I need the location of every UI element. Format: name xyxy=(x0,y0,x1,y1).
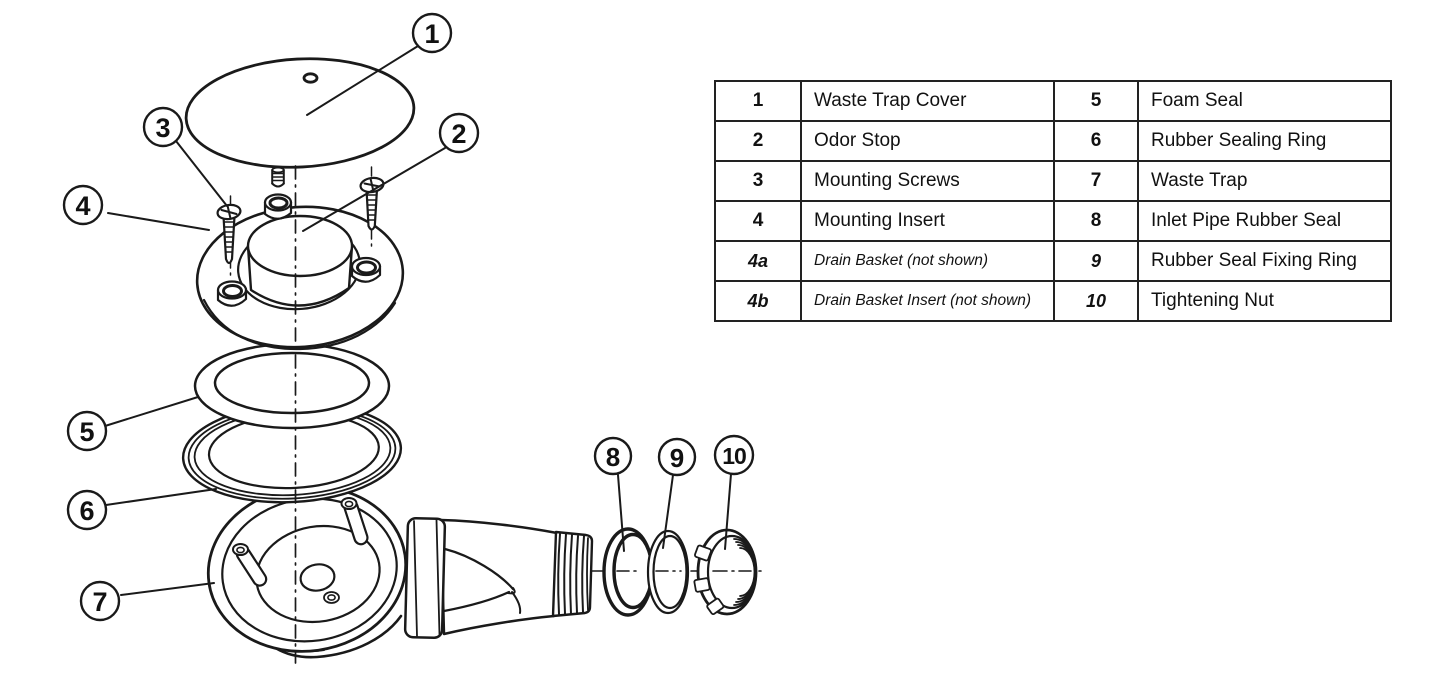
part-no-cell: 4b xyxy=(715,281,801,321)
part-no-cell: 1 xyxy=(715,81,801,121)
left-screw-threads xyxy=(224,222,234,252)
callout-9 xyxy=(659,439,695,475)
part-name-cell: Waste Trap xyxy=(1138,161,1391,201)
rubber-seal-fixing-ring-shape xyxy=(648,531,688,613)
table-row xyxy=(715,241,1391,281)
leader-7 xyxy=(121,583,214,595)
callout-2 xyxy=(440,114,478,152)
leader-5 xyxy=(105,397,198,426)
cover-disc xyxy=(183,53,416,173)
waste-trap-cover-shape xyxy=(183,53,416,186)
callout-3 xyxy=(144,108,182,146)
callout-1-label: 1 xyxy=(424,19,440,49)
part-no-cell: 8 xyxy=(1054,201,1138,241)
part-name-cell: Drain Basket Insert (not shown) xyxy=(801,281,1054,321)
callout-8 xyxy=(595,438,631,474)
left-screw-shaft xyxy=(224,216,235,263)
table-row xyxy=(715,201,1391,241)
cover-stub-tip xyxy=(272,184,284,187)
callout-8-label: 8 xyxy=(605,442,621,472)
callout-7 xyxy=(81,582,119,620)
leader-6 xyxy=(106,489,216,505)
pipe-thread-line xyxy=(587,538,588,610)
part-name-cell: Mounting Insert xyxy=(801,201,1054,241)
part-name-cell: Foam Seal xyxy=(1138,81,1391,121)
part-no-cell: 3 xyxy=(715,161,801,201)
part-no-cell: 6 xyxy=(1054,121,1138,161)
part-name-cell: Tightening Nut xyxy=(1138,281,1391,321)
nut-notch xyxy=(694,578,710,592)
part-name-cell: Waste Trap Cover xyxy=(801,81,1054,121)
part-name-cell: Mounting Screws xyxy=(801,161,1054,201)
table-row xyxy=(715,121,1391,161)
cover-stub-top xyxy=(272,168,284,173)
part-no-cell: 5 xyxy=(1054,81,1138,121)
odor-stop-top xyxy=(248,216,352,276)
callout-2-label: 2 xyxy=(451,119,467,149)
waste-trap-body-shape xyxy=(198,474,592,664)
part-name-cell: Odor Stop xyxy=(801,121,1054,161)
part-name-cell: Rubber Sealing Ring xyxy=(1138,121,1391,161)
part-no-cell: 9 xyxy=(1054,241,1138,281)
parts-table xyxy=(714,80,1392,322)
part-no-cell: 2 xyxy=(715,121,801,161)
table-row xyxy=(715,281,1391,321)
callout-3-label: 3 xyxy=(155,113,171,143)
table-row xyxy=(715,161,1391,201)
callout-10 xyxy=(715,436,753,474)
callout-1 xyxy=(413,14,451,52)
callout-9-label: 9 xyxy=(669,443,685,473)
foam-seal-hole xyxy=(215,353,369,413)
callout-6-label: 6 xyxy=(79,496,95,526)
part-no-cell: 4 xyxy=(715,201,801,241)
part-no-cell: 10 xyxy=(1054,281,1138,321)
callout-10-label: 10 xyxy=(722,443,746,469)
part-name-cell: Drain Basket (not shown) xyxy=(801,241,1054,281)
foam-seal-shape xyxy=(195,344,389,428)
callout-5-label: 5 xyxy=(79,417,95,447)
callout-7-label: 7 xyxy=(92,587,108,617)
part-name-cell: Inlet Pipe Rubber Seal xyxy=(1138,201,1391,241)
part-no-cell: 4a xyxy=(715,241,801,281)
part-name-cell: Rubber Seal Fixing Ring xyxy=(1138,241,1391,281)
leader-4 xyxy=(108,213,209,230)
callout-5 xyxy=(68,412,106,450)
inlet-pipe-rubber-seal-shape xyxy=(604,529,652,615)
part-no-cell: 7 xyxy=(1054,161,1138,201)
callout-4 xyxy=(64,186,102,224)
table-row xyxy=(715,81,1391,121)
callout-4-label: 4 xyxy=(75,191,91,221)
callout-6 xyxy=(68,491,106,529)
